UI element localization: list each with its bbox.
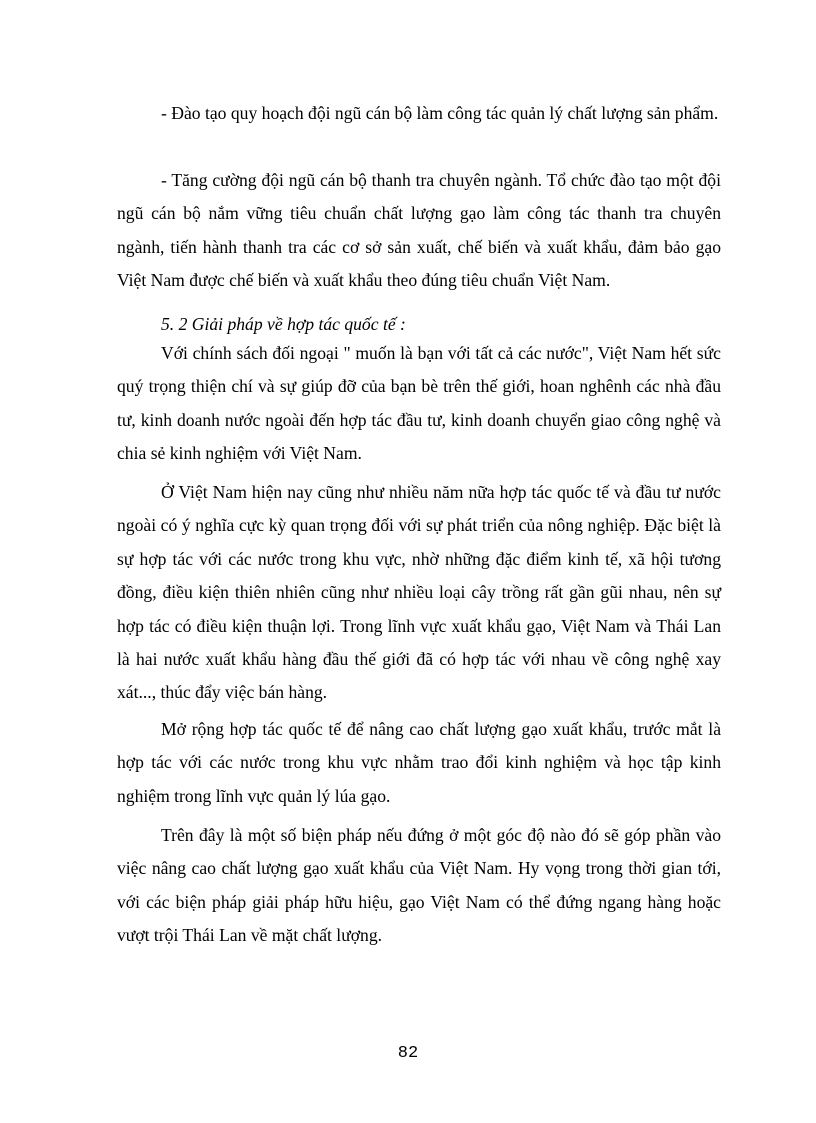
paragraph-conclusion: Trên đây là một số biện pháp nếu đứng ở một góc độ nào đó sẽ góp phần vào việc nâng cao chất lượng gạo xuất khẩu của Việt Nam. Hy vọng trong thời gian tới, với các biện pháp giải pháp hữu hiệu, gạo Việt Nam có thể đứng ngang hàng hoặc vượt trội Thái Lan về mặt chất lượng.: [117, 825, 721, 946]
paragraph-expand-cooperation: Mở rộng hợp tác quốc tế để nâng cao chất lượng gạo xuất khẩu, trước mắt là hợp tác với các nước trong khu vực nhằm trao đổi kinh nghiệm và học tập kinh nghiệm trong lĩnh vực quản lý lúa gạo.: [117, 719, 721, 806]
paragraph-inspection: - Tăng cường đội ngũ cán bộ thanh tra chuyên ngành. Tổ chức đào tạo một đội ngũ cán bộ nắm vững tiêu chuẩn chất lượng gạo làm công tác thanh tra chuyên ngành, tiến hành thanh tra các cơ sở sản xuất, chế biến và xuất khẩu, đảm bảo gạo Việt Nam được chế biến và xuất khẩu theo đúng tiêu chuẩn Việt Nam.: [117, 170, 721, 291]
paragraph-training: - Đào tạo quy hoạch đội ngũ cán bộ làm công tác quản lý chất lượng sản phẩm.: [161, 103, 719, 123]
paragraph-international-cooperation: Ở Việt Nam hiện nay cũng như nhiều năm nữa hợp tác quốc tế và đầu tư nước ngoài có ý nghĩa cực kỳ quan trọng đối với sự phát triển của nông nghiệp. Đặc biệt là sự hợp tác với các nước trong khu vực, nhờ những đặc điểm kinh tế, xã hội tương đồng, điều kiện thiên nhiên cũng như nhiều loại cây trồng rất gần gũi nhau, nên sự hợp tác có điều kiện thuận lợi. Trong lĩnh vực xuất khẩu gạo, Việt Nam và Thái Lan là hai nước xuất khẩu hàng đầu thế giới đã có hợp tác với nhau về công nghệ xay xát..., thúc đẩy việc bán hàng.: [117, 482, 721, 703]
page-number: 82: [397, 1044, 419, 1063]
paragraph-foreign-policy: Với chính sách đối ngoại " muốn là bạn với tất cả các nước", Việt Nam hết sức quý trọng thiện chí và sự giúp đỡ của bạn bè trên thế giới, hoan nghênh các nhà đầu tư, kinh doanh nước ngoài đến hợp tác đầu tư, kinh doanh chuyển giao công nghệ và chia sẻ kinh nghiệm với Việt Nam.: [117, 343, 721, 464]
section-heading: 5. 2 Giải pháp về hợp tác quốc tế :: [161, 314, 406, 334]
